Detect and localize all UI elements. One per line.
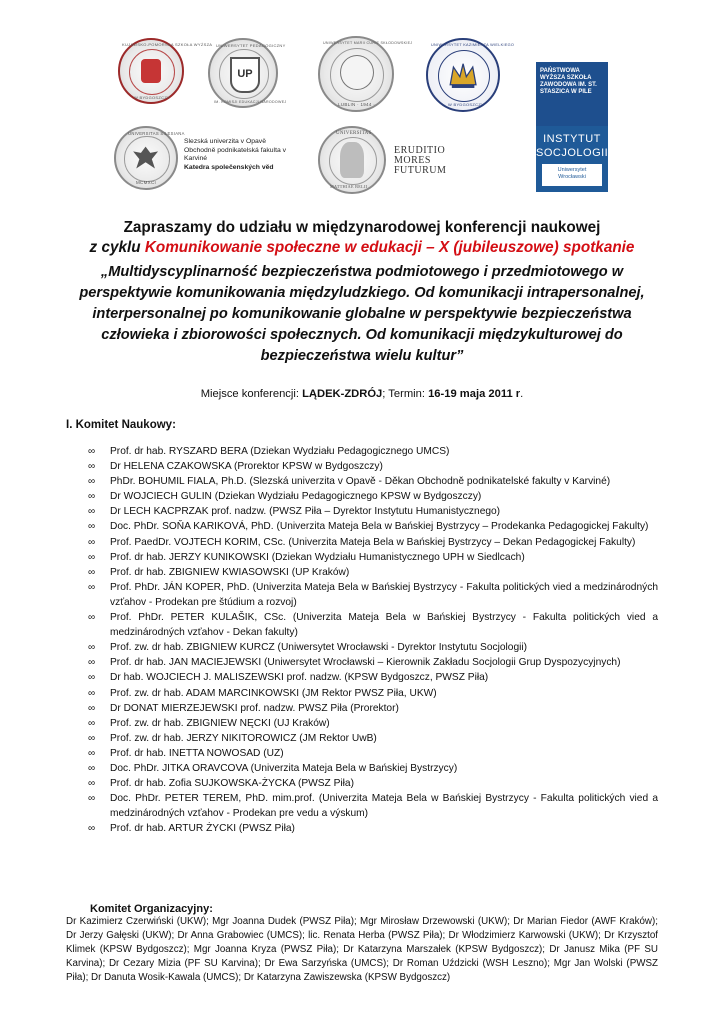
infinity-bullet-icon: ∞: [88, 521, 96, 533]
eruditio-line-2: MORES: [394, 155, 431, 166]
instytut-sub: [542, 164, 602, 186]
committee-member-text: Prof. dr hab. ARTUR ŻYCKI (PWSZ Piła): [110, 823, 295, 835]
committee-member: [88, 504, 658, 519]
committee-member-text: Prof. dr hab. ZBIGNIEW KWIASOWSKI (UP Kraków): [110, 566, 350, 578]
infinity-bullet-icon: ∞: [88, 702, 96, 714]
committee-member-text: Dr DONAT MIERZEJEWSKI prof. nadzw. PWSZ Piła (Prorektor): [110, 702, 399, 714]
committee-member: [88, 535, 658, 550]
eruditio-line-3: FUTURUM: [394, 165, 447, 176]
committee-member-text: Prof. PhDr. PETER KULAŠIK, CSc. (Univerzita Mateja Bela w Bańskiej Bystrzycy - Fakulta politických vied a medzinárodných vzťahov - Dekan fakulty): [110, 612, 658, 639]
opava-line-3: Karviné: [184, 155, 208, 163]
infinity-bullet-icon: ∞: [88, 581, 96, 593]
committee-member-text: Dr WOJCIECH GULIN (Dziekan Wydziału Pedagogicznego KPSW w Bydgoszczy): [110, 491, 482, 503]
ukw-ring-text: UNIWERSYTET KAZIMIERZA WIELKIEGO: [431, 43, 515, 47]
committee-member-text: Prof. dr hab. RYSZARD BERA (Dziekan Wydziału Pedagogicznego UMCS): [110, 446, 450, 457]
infinity-bullet-icon: ∞: [88, 612, 96, 624]
infinity-bullet-icon: ∞: [88, 657, 96, 669]
ukw-logo: [426, 38, 515, 112]
committee-member: [88, 655, 658, 670]
umcs-ring-text: UNIWERSYTET MARII CURIE SKŁODOWSKIEJ: [323, 41, 413, 45]
ukw-bottom-text: W BYDGOSZCZY: [448, 102, 485, 107]
series-line: [66, 238, 658, 258]
infinity-bullet-icon: ∞: [88, 551, 96, 563]
committee-member: [88, 761, 658, 776]
venue-place: LĄDEK-ZDRÓJ: [302, 388, 383, 400]
subtitle-line-5: bezpieczeństwa wielu kultur”: [260, 348, 464, 364]
committee-member-text: Prof. zw. dr hab. JERZY NIKITOROWICZ (JM Rektor UwB): [110, 732, 377, 744]
committee-member: [88, 746, 658, 761]
committee-member: [88, 640, 658, 655]
committee-member: [88, 459, 658, 474]
committee-member-text: Prof. dr hab. Zofia SUJKOWSKA-ŻYCKA (PWSZ Piła): [110, 778, 354, 790]
committee-member: [88, 701, 658, 716]
instytut-line-2: SOCJOLOGII: [536, 147, 609, 159]
umcs-logo: [318, 36, 413, 112]
committee-list: [88, 444, 658, 836]
committee-member: [88, 444, 658, 459]
opava-line-2: Obchodně podnikatelská fakulta v: [184, 146, 287, 154]
committee-member: [88, 776, 658, 791]
infinity-bullet-icon: ∞: [88, 461, 96, 473]
infinity-bullet-icon: ∞: [88, 687, 96, 699]
opava-bold-line: Katedra společenských věd: [184, 163, 274, 171]
instytut-sub-2: Wrocławski: [558, 174, 586, 180]
instytut-sub-1: Uniwersytet: [557, 167, 587, 173]
committee-member-text: Prof. dr hab. JAN MACIEJEWSKI (Uniwersytet Wrocławski – Kierownik Zakładu Socjologii Grup Dyspozycyjnych): [110, 657, 621, 669]
eruditio-logo: [394, 146, 446, 176]
venue-end: .: [520, 388, 524, 400]
infinity-bullet-icon: ∞: [88, 642, 96, 654]
opava-line-1: Slezská univerzita v Opavě: [184, 138, 266, 145]
venue-date: 16-19 maja 2011: [428, 388, 513, 400]
pwsz-logo: [536, 62, 608, 132]
infinity-bullet-icon: ∞: [88, 476, 96, 488]
infinity-bullet-icon: ∞: [88, 566, 96, 578]
committee-member: [88, 821, 658, 836]
eagle-icon: [130, 142, 161, 173]
committee-member-text: Dr LECH KACPRZAK prof. nadzw. (PWSZ Piła – Dyrektor Instytutu Humanistycznego): [110, 506, 501, 518]
committee-member-text: Prof. PhDr. JÁN KOPER, PhD. (Univerzita Mateja Bela w Bańskiej Bystrzycy - Fakulta politických vied a medzinárodných vzťahov - Prodekan pre štúdium a rozvoj): [110, 581, 658, 608]
infinity-bullet-icon: ∞: [88, 778, 96, 790]
infinity-bullet-icon: ∞: [88, 793, 96, 805]
opava-text: [184, 138, 286, 172]
infinity-bullet-icon: ∞: [88, 747, 96, 759]
venue-sep: ; Termin:: [382, 388, 429, 400]
kpsw-bottom-text: W BYDGOSZCZY: [134, 95, 171, 100]
kpsw-ring-text: KUJAWSKO-POMORSKA SZKOŁA WYŻSZA: [122, 42, 213, 47]
umb-logo: [318, 126, 386, 194]
up-logo: [208, 38, 287, 108]
up-bottom-text: IM. KOMISJI EDUKACJI NARODOWEJ: [214, 100, 287, 104]
infinity-bullet-icon: ∞: [88, 446, 96, 457]
committee-member: [88, 716, 658, 731]
umcs-bottom-text: LUBLIN · 1944 ·: [338, 102, 376, 107]
committee-title: I. Komitet Naukowy:: [66, 419, 176, 431]
committee-member-text: Prof. dr hab. INETTA NOWOSAD (UZ): [110, 747, 284, 759]
committee-member-text: Doc. PhDr. PETER TEREM, PhD. mim.prof. (Univerzita Mateja Bela w Bańskiej Bystrzycy - Fakulta politických vied a medzinárodných vzťahov - Prodekan pre vedu a výskum): [110, 793, 658, 820]
organizing-text: Dr Kazimierz Czerwiński (UKW); Mgr Joanna Dudek (PWSZ Piła); Mgr Mirosław Drzewowski (UKW); Dr Marian Fiedor (AWF Kraków); Dr Jerzy Gałęski (UKW); Dr Anna Grabowiec (UMCS); lic. Renata Herba (PWSZ Piła); Dr Włodzimierz Karwowski (UKW); Dr Krzysztof Klimek (KPSW Bydgoszcz); Mgr Joanna Kryza (PWSZ Piła); Dr Katarzyna Marszałek (KPSW Bydgoszcz); Dr Janusz Mika (PF SU Karvina); Dr Cezary Mizia (PF SU Karvina); Dr Ewa Sarzyńska (UMCS); Dr Roman Uździcki (WSH Leszno); Mgr Jan Wolski (PWSZ Piła); Dr Danuta Wosik-Kawala (UMCS); Dr Katarzyna Zawiszewska (KPSW Bydgoszcz): [66, 916, 658, 983]
infinity-bullet-icon: ∞: [88, 732, 96, 744]
committee-member: [88, 489, 658, 504]
committee-member-text: Dr hab. WOJCIECH J. MALISZEWSKI prof. nadzw. (KPSW Bydgoszcz, PWSZ Piła): [110, 672, 489, 684]
invitation-heading: Zapraszamy do udziału w międzynarodowej konferencji naukowej: [123, 219, 601, 236]
opava-logo: [114, 126, 185, 190]
committee-member: [88, 686, 658, 701]
instytut-logo: [536, 126, 608, 192]
subtitle-line-2: perspektywie komunikowania międzyludzkiego. Od komunikacji intrapersonalnej,: [79, 285, 645, 301]
instytut-line-1: INSTYTUT: [543, 133, 601, 145]
committee-member-text: Prof. zw. dr hab. ADAM MARCINKOWSKI (JM Rektor PWSZ Piła, UKW): [110, 687, 437, 699]
opava-bottom-text: MCMXCI: [136, 180, 157, 185]
kpsw-logo: [118, 38, 213, 104]
infinity-bullet-icon: ∞: [88, 506, 96, 518]
committee-member: [88, 474, 658, 489]
committee-member-text: Doc. PhDr. JITKA ORAVCOVA (Univerzita Mateja Bela w Bańskiej Bystrzycy): [110, 762, 458, 774]
committee-member-text: Prof. dr hab. JERZY KUNIKOWSKI (Dziekan Wydziału Humanistycznego UPH w Siedlcach): [110, 551, 525, 563]
committee-member: [88, 610, 658, 640]
infinity-bullet-icon: ∞: [88, 536, 96, 548]
committee-member-text: Doc. PhDr. SOŇA KARIKOVÁ, PhD. (Univerzita Mateja Bela w Bańskiej Bystrzycy – Prodekanka Pedagogickej Fakulty): [110, 521, 649, 533]
logo-banner: [108, 34, 628, 194]
pwsz-text: PAŃSTWOWA WYŻSZA SZKOŁA ZAWODOWA IM. ST. STASZICA W PILE: [540, 68, 597, 95]
committee-member: [88, 550, 658, 565]
series-title: Komunikowanie społeczne w edukacji – X (jubileuszowe) spotkanie: [144, 239, 635, 256]
infinity-bullet-icon: ∞: [88, 823, 96, 835]
committee-member-text: PhDr. BOHUMIL FIALA, Ph.D. (Slezská univerzita v Opavě - Děkan Obchodně podnikatelské fakulty v Karviné): [110, 476, 611, 488]
committee-member-text: Prof. PaedDr. VOJTECH KORIM, CSc. (Univerzita Mateja Bela w Bańskiej Bystrzycy – Dekan Pedagogickej Fakulty): [110, 536, 636, 548]
committee-member-text: Prof. zw. dr hab. ZBIGNIEW KURCZ (Uniwersytet Wrocławski - Dyrektor Instytutu Socjologii): [110, 642, 528, 654]
infinity-bullet-icon: ∞: [88, 491, 96, 503]
organizing-title: Komitet Organizacyjny:: [90, 903, 213, 915]
crown-icon: [447, 59, 479, 91]
infinity-bullet-icon: ∞: [88, 672, 96, 684]
subtitle-line-4: człowieka i zbiorowości społecznych. Od komunikacji międzykulturowej do: [101, 327, 623, 343]
infinity-bullet-icon: ∞: [88, 762, 96, 774]
up-ring-text: UNIWERSYTET PEDAGOGICZNY: [216, 43, 286, 48]
opava-ring-text: UNIVERSITAS SILESIANA: [128, 131, 185, 136]
committee-member: [88, 731, 658, 746]
eruditio-line-1: ERUDITIO: [394, 145, 446, 156]
infinity-bullet-icon: ∞: [88, 717, 96, 729]
series-prefix: z cyklu: [89, 239, 145, 256]
subtitle-line-3: interpersonalnej po komunikowanie globalne w perspektywie bezpieczeństwa: [92, 306, 632, 322]
venue-line: [66, 388, 658, 400]
committee-member: [88, 670, 658, 685]
up-mark: UP: [230, 57, 260, 93]
committee-member: [88, 791, 658, 821]
committee-member-text: Prof. zw. dr hab. ZBIGNIEW NĘCKI (UJ Kraków): [110, 717, 330, 729]
committee-member-text: Dr HELENA CZAKOWSKA (Prorektor KPSW w Bydgoszczy): [110, 461, 383, 473]
committee-member: [88, 519, 658, 534]
venue-suffix: r: [512, 388, 521, 400]
committee-member: [88, 565, 658, 580]
subtitle-line-1: „Multidyscyplinarność bezpieczeństwa podmiotowego i przedmiotowego w: [100, 264, 624, 280]
umb-ring-text: UNIVERSITAS: [336, 131, 372, 136]
umb-bottom-text: MATTHIAE BELII: [330, 184, 368, 189]
venue-label: Miejsce konferencji:: [200, 388, 303, 400]
committee-member: [88, 580, 658, 610]
